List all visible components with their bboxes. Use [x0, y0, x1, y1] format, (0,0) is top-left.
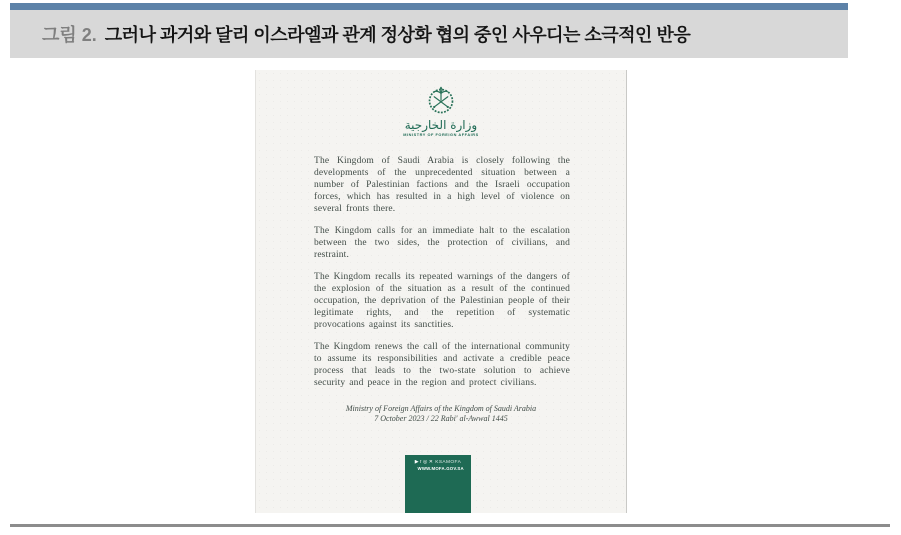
saudi-emblem-icon [423, 84, 459, 118]
signature-line-2: 7 October 2023 / 22 Rabi' al-Awwal 1445 [374, 414, 508, 423]
youtube-icon: ▶ [414, 460, 419, 465]
statement-paragraph: The Kingdom recalls its repeated warnings of the dangers of the explosion of the situation as a result of the continued occupation, the deprivation of the Palestinian people of their legitimate rights, and the repetition of systematic provocations against its sanctities. [314, 272, 570, 330]
social-handle: KSAMOFA [435, 460, 462, 465]
figure-label: 그림 2. [42, 25, 97, 45]
footer-social-box [405, 455, 471, 513]
statement-paragraph: The Kingdom renews the call of the international community to assume its responsibilities and activate a credible peace process that leads to the two-state solution to achieve security and peace in the region and protect civilians. [314, 342, 570, 388]
bottom-divider [10, 524, 890, 527]
ministry-caption: MINISTRY OF FOREIGN AFFAIRS [403, 133, 479, 137]
arabic-calligraphy: وزارة الخارجية [404, 118, 478, 132]
signature-line-1: Ministry of Foreign Affairs of the Kingdom of Saudi Arabia [345, 404, 537, 413]
figure-title: 그러나 과거와 달리 이스라엘과 관계 정상화 협의 중인 사우디는 소극적인 반응 [104, 25, 691, 45]
statement-paragraph: The Kingdom of Saudi Arabia is closely following the developments of the unprecedented situation between a number of Palestinian factions and the Israeli occupation forces, which has resulted in a high level of violence on several fronts there. [314, 156, 570, 214]
instagram-icon: ◎ [423, 460, 428, 465]
signature-block [256, 404, 626, 424]
mofa-logo-block [256, 84, 626, 140]
social-icons-row [412, 460, 465, 465]
statement-document-image [255, 70, 627, 513]
facebook-icon: f [420, 460, 422, 465]
website-url: WWW.MOFA.GOV.SA [417, 467, 464, 472]
statement-body [314, 155, 570, 399]
statement-paragraph: The Kingdom calls for an immediate halt to the escalation between the two sides, the protection of civilians, and restraint. [314, 226, 570, 260]
top-accent-bar [10, 3, 848, 10]
x-icon: ✕ [428, 460, 433, 465]
figure-header [10, 10, 848, 58]
